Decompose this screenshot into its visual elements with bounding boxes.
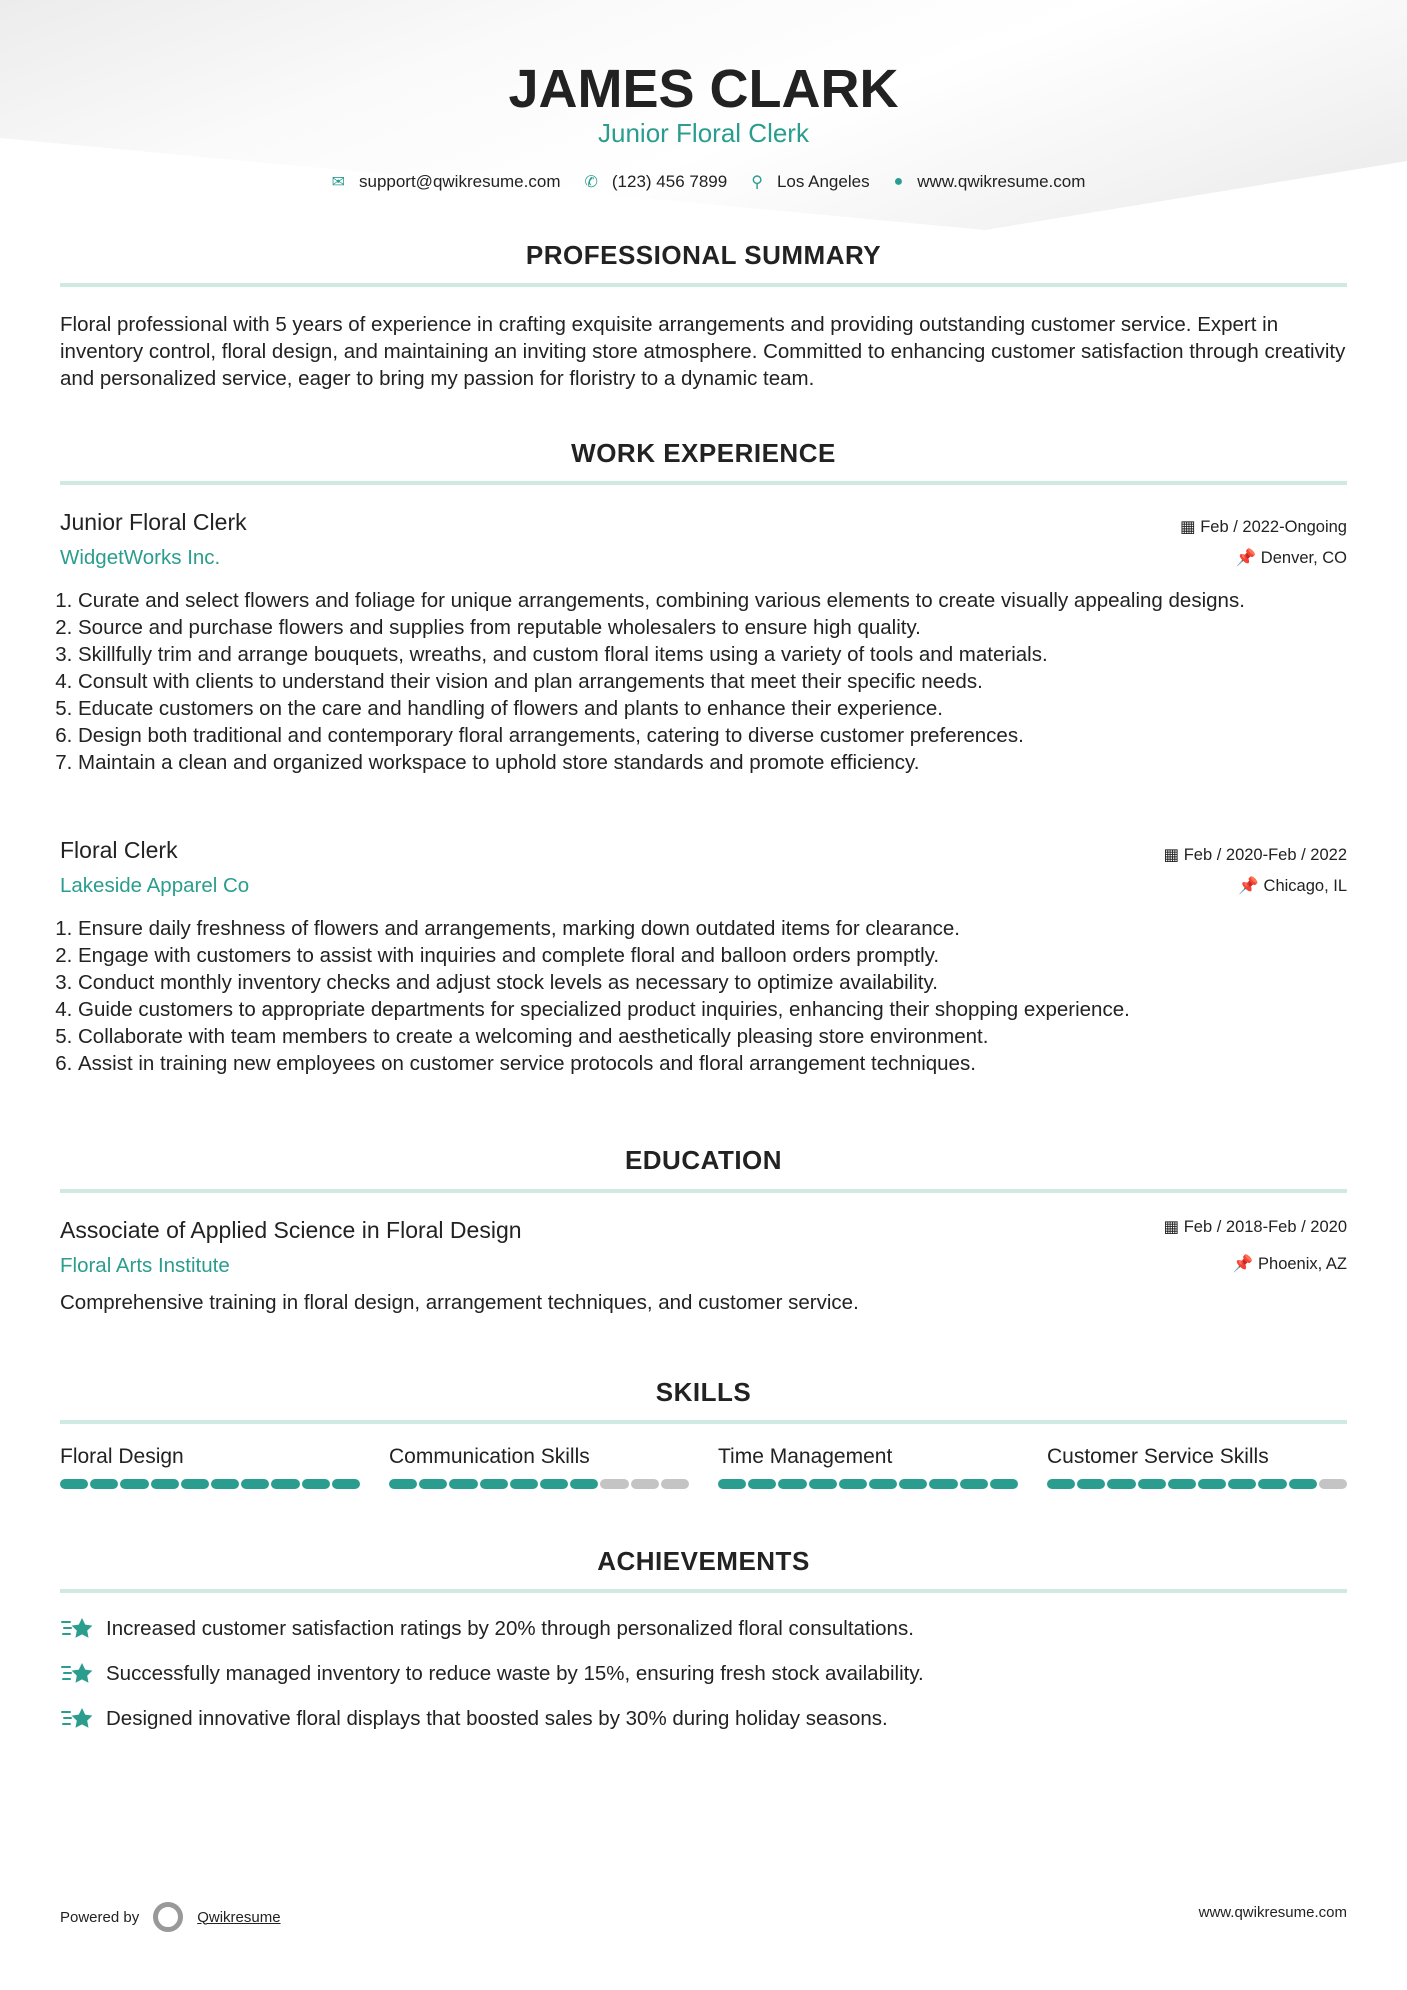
rating-dot (480, 1479, 508, 1489)
skill-item (1047, 1445, 1347, 1489)
rating-dot (271, 1479, 299, 1489)
job-dates: ▦ Feb / 2022-Ongoing (1180, 518, 1347, 536)
achievement-text: Successfully managed inventory to reduce waste by 15%, ensuring fresh stock availability. (106, 1662, 924, 1685)
achievement-text: Increased customer satisfaction ratings by 20% through personalized floral consultations. (106, 1617, 914, 1640)
skill-rating (1047, 1479, 1347, 1489)
divider (60, 1189, 1347, 1193)
job-location: 📌 Chicago, IL (1238, 877, 1347, 895)
achievement-item (60, 1659, 924, 1689)
rating-dot (449, 1479, 477, 1489)
globe-icon: ● (893, 173, 904, 190)
skill-item (60, 1445, 360, 1489)
rating-dot (990, 1479, 1018, 1489)
rating-dot (510, 1479, 538, 1489)
rating-dot (540, 1479, 568, 1489)
rating-dot (120, 1479, 148, 1489)
rating-dot (929, 1479, 957, 1489)
brand-link[interactable]: Qwikresume (197, 1908, 281, 1926)
rating-dot (839, 1479, 867, 1489)
divider (60, 1420, 1347, 1424)
bullet: 4. Consult with clients to understand their vision and plan arrangements that meet their specific needs. (78, 668, 1330, 695)
bullet: 2. Source and purchase flowers and supplies from reputable wholesalers to ensure high quality. (78, 614, 1330, 641)
rating-dot (600, 1479, 628, 1489)
section-heading-skills: SKILLS (655, 1377, 752, 1407)
skill-rating (60, 1479, 360, 1489)
pin-icon: 📌 (1238, 877, 1264, 895)
skill-name: Time Management (718, 1445, 893, 1468)
rating-dot (1077, 1479, 1105, 1489)
job-location: 📌 Denver, CO (1235, 549, 1347, 567)
rating-dot (869, 1479, 897, 1489)
bullet: 2. Engage with customers to assist with inquiries and complete floral and balloon orders promptly. (78, 942, 1330, 969)
edu-location: 📌 Phoenix, AZ (1232, 1255, 1347, 1273)
rating-dot (419, 1479, 447, 1489)
bullet: 4. Guide customers to appropriate departments for specialized product inquiries, enhancing their shopping experience. (78, 996, 1330, 1023)
rating-dot (241, 1479, 269, 1489)
school: Floral Arts Institute (60, 1254, 230, 1277)
star-icon (60, 1704, 94, 1734)
edu-dates: ▦ Feb / 2018-Feb / 2020 (1163, 1218, 1347, 1236)
achievement-item (60, 1704, 888, 1734)
section-heading-summary: PROFESSIONAL SUMMARY (525, 240, 882, 270)
edu-description: Comprehensive training in floral design, arrangement techniques, and customer service. (60, 1291, 859, 1314)
rating-dot (718, 1479, 746, 1489)
phone: (123) 456 7899 (611, 172, 728, 191)
skill-name: Communication Skills (389, 1445, 590, 1468)
section-heading-work: WORK EXPERIENCE (571, 438, 836, 468)
rating-dot (661, 1479, 689, 1489)
email[interactable]: support@qwikresume.com (358, 172, 561, 191)
bullet: 5. Educate customers on the care and handling of flowers and plants to enhance their experience. (78, 695, 1330, 722)
bullet: 1. Ensure daily freshness of flowers and arrangements, marking down outdated items for clearance. (78, 915, 1330, 942)
contact-bar (0, 172, 1407, 192)
bullet: 5. Collaborate with team members to create a welcoming and aesthetically pleasing store environment. (78, 1023, 1330, 1050)
skill-name: Floral Design (60, 1445, 184, 1468)
job-bullets (60, 587, 1330, 776)
footer-powered-by (60, 1902, 281, 1932)
skills-list (60, 1445, 1347, 1489)
location-pin-icon: ⚲ (751, 174, 763, 191)
skill-name: Customer Service Skills (1047, 1445, 1269, 1468)
job-dates: ▦ Feb / 2020-Feb / 2022 (1163, 846, 1347, 864)
rating-dot (748, 1479, 776, 1489)
rating-dot (211, 1479, 239, 1489)
star-icon (60, 1659, 94, 1689)
bullet: 3. Conduct monthly inventory checks and adjust stock levels as necessary to optimize availability. (78, 969, 1330, 996)
rating-dot (1289, 1479, 1317, 1489)
star-icon (60, 1614, 94, 1644)
divider (60, 481, 1347, 485)
rating-dot (332, 1479, 360, 1489)
rating-dot (1228, 1479, 1256, 1489)
rating-dot (60, 1479, 88, 1489)
rating-dot (631, 1479, 659, 1489)
rating-dot (181, 1479, 209, 1489)
job-company: WidgetWorks Inc. (60, 546, 221, 569)
skill-item (389, 1445, 689, 1489)
job-title: Floral Clerk (60, 837, 178, 863)
rating-dot (90, 1479, 118, 1489)
summary-text: Floral professional with 5 years of experience in crafting exquisite arrangements and providing outstanding customer service. Expert in inventory control, floral design, and maintaining an inviting store atmosphere. Committed to enhancing customer satisfaction through creativity and personalized service, eager to bring my passion for floristry to a dynamic team. (60, 313, 1346, 390)
website[interactable]: www.qwikresume.com (917, 172, 1086, 191)
powered-by-label: Powered by (60, 1908, 140, 1926)
achievement-item (60, 1614, 914, 1644)
footer-url[interactable]: www.qwikresume.com (1198, 1904, 1347, 1921)
section-heading-achievements: ACHIEVEMENTS (597, 1546, 810, 1576)
calendar-icon: ▦ (1163, 1218, 1184, 1236)
rating-dot (1258, 1479, 1286, 1489)
job-bullets (60, 915, 1330, 1077)
rating-dot (960, 1479, 988, 1489)
rating-dot (1168, 1479, 1196, 1489)
rating-dot (899, 1479, 927, 1489)
email-icon: ✉ (331, 174, 345, 191)
rating-dot (1319, 1479, 1347, 1489)
bullet: 6. Design both traditional and contemporary floral arrangements, catering to diverse customer preferences. (78, 722, 1330, 749)
rating-dot (1138, 1479, 1166, 1489)
rating-dot (1047, 1479, 1075, 1489)
bullet: 6. Assist in training new employees on customer service protocols and floral arrangement techniques. (78, 1050, 1330, 1077)
rating-dot (809, 1479, 837, 1489)
location: Los Angeles (776, 172, 870, 191)
degree: Associate of Applied Science in Floral Design (60, 1217, 522, 1243)
pin-icon: 📌 (1232, 1255, 1259, 1273)
skill-item (718, 1445, 1018, 1489)
calendar-icon: ▦ (1163, 846, 1184, 864)
rating-dot (151, 1479, 179, 1489)
qwikresume-logo-icon (153, 1902, 183, 1932)
candidate-role: Junior Floral Clerk (598, 118, 809, 148)
divider (60, 283, 1347, 287)
rating-dot (778, 1479, 806, 1489)
bullet: 7. Maintain a clean and organized workspace to uphold store standards and promote efficiency. (78, 749, 1330, 776)
job-title: Junior Floral Clerk (60, 509, 247, 535)
rating-dot (1107, 1479, 1135, 1489)
rating-dot (389, 1479, 417, 1489)
bullet: 1. Curate and select flowers and foliage for unique arrangements, combining various elements to create visually appealing designs. (78, 587, 1330, 614)
divider (60, 1589, 1347, 1593)
achievement-text: Designed innovative floral displays that boosted sales by 30% during holiday seasons. (106, 1707, 888, 1730)
phone-icon: ✆ (584, 174, 598, 191)
bullet: 3. Skillfully trim and arrange bouquets, wreaths, and custom floral items using a variety of tools and materials. (78, 641, 1330, 668)
candidate-name: JAMES CLARK (508, 59, 899, 119)
rating-dot (1198, 1479, 1226, 1489)
skill-rating (389, 1479, 689, 1489)
pin-icon: 📌 (1235, 549, 1261, 567)
rating-dot (570, 1479, 598, 1489)
calendar-icon: ▦ (1180, 518, 1201, 536)
section-heading-education: EDUCATION (624, 1145, 783, 1175)
job-company: Lakeside Apparel Co (60, 874, 250, 897)
rating-dot (302, 1479, 330, 1489)
skill-rating (718, 1479, 1018, 1489)
